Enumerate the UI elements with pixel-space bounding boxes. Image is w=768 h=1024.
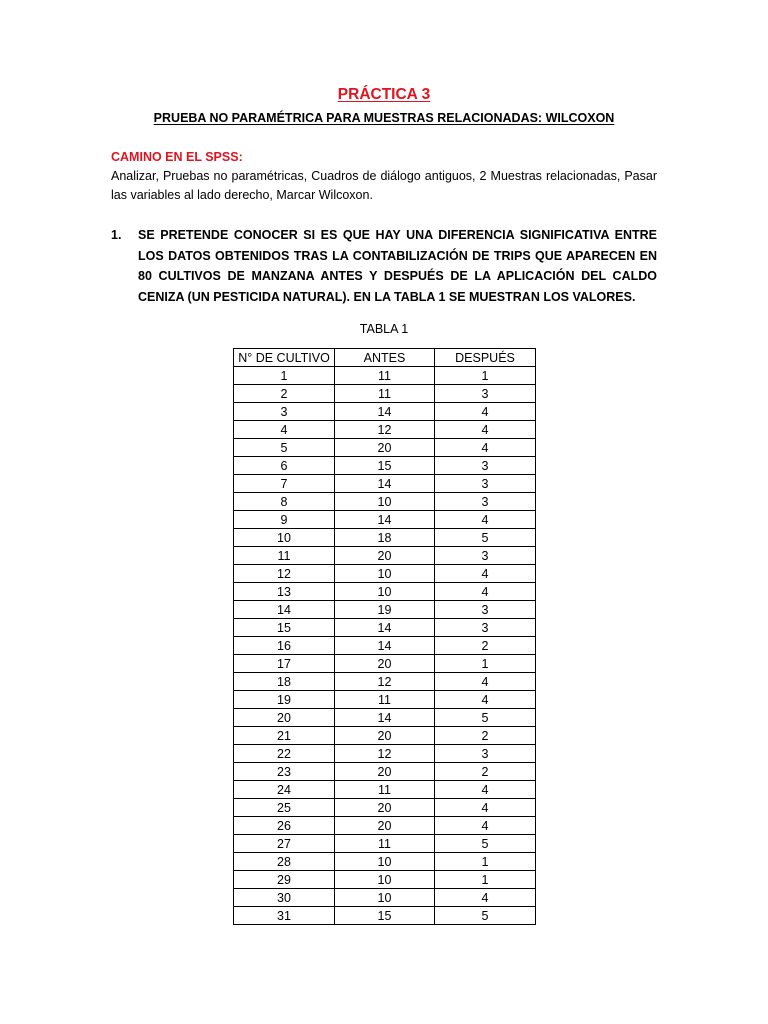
cell-before: 14 [335, 511, 435, 529]
cell-before: 15 [335, 907, 435, 925]
table-row [234, 781, 536, 799]
cell-after: 3 [435, 601, 536, 619]
cell-before: 11 [335, 385, 435, 403]
cell-before: 12 [335, 421, 435, 439]
table-row [234, 457, 536, 475]
cell-crop-number: 15 [234, 619, 335, 637]
cell-after: 1 [435, 853, 536, 871]
cell-crop-number: 8 [234, 493, 335, 511]
table-row [234, 889, 536, 907]
table-row [234, 709, 536, 727]
cell-before: 20 [335, 799, 435, 817]
cell-crop-number: 6 [234, 457, 335, 475]
table-body [234, 367, 536, 925]
cell-crop-number: 20 [234, 709, 335, 727]
table-row [234, 853, 536, 871]
cell-crop-number: 11 [234, 547, 335, 565]
table-row [234, 763, 536, 781]
page-title: PRÁCTICA 3 [337, 86, 431, 103]
cell-before: 10 [335, 889, 435, 907]
cell-crop-number: 21 [234, 727, 335, 745]
cell-before: 10 [335, 853, 435, 871]
question-text: SE PRETENDE CONOCER SI ES QUE HAY UNA DIFERENCIA SIGNIFICATIVA ENTRE LOS DATOS OBTENIDOS TRAS LA CONTABILIZACIÓN DE TRIPS QUE APARECEN EN 80 CULTIVOS DE MANZANA ANTES Y DESPUÉS DE LA APLICACIÓN DEL CALDO CENIZA (UN PESTICIDA NATURAL). EN LA TABLA 1 SE MUESTRAN LOS VALORES. [138, 228, 657, 304]
table-row [234, 835, 536, 853]
column-header-before: ANTES [335, 349, 435, 367]
table-row [234, 511, 536, 529]
cell-before: 10 [335, 565, 435, 583]
cell-after: 4 [435, 799, 536, 817]
table-row [234, 601, 536, 619]
cell-before: 20 [335, 817, 435, 835]
cell-after: 2 [435, 763, 536, 781]
cell-after: 4 [435, 421, 536, 439]
spss-path-heading: CAMINO EN EL SPSS: [111, 150, 243, 164]
cell-after: 3 [435, 619, 536, 637]
table-row [234, 421, 536, 439]
cell-after: 5 [435, 529, 536, 547]
cell-after: 4 [435, 565, 536, 583]
table-row [234, 691, 536, 709]
table-row [234, 385, 536, 403]
cell-before: 10 [335, 871, 435, 889]
table-row [234, 367, 536, 385]
cell-crop-number: 25 [234, 799, 335, 817]
cell-after: 2 [435, 727, 536, 745]
cell-crop-number: 7 [234, 475, 335, 493]
table-row [234, 619, 536, 637]
table-row [234, 799, 536, 817]
cell-crop-number: 5 [234, 439, 335, 457]
cell-before: 14 [335, 619, 435, 637]
table-row [234, 475, 536, 493]
table-row [234, 583, 536, 601]
cell-after: 4 [435, 403, 536, 421]
cell-after: 1 [435, 871, 536, 889]
cell-crop-number: 9 [234, 511, 335, 529]
cell-crop-number: 4 [234, 421, 335, 439]
cell-before: 10 [335, 493, 435, 511]
table-row [234, 655, 536, 673]
cell-crop-number: 27 [234, 835, 335, 853]
table-row [234, 673, 536, 691]
cell-before: 20 [335, 763, 435, 781]
cell-crop-number: 26 [234, 817, 335, 835]
cell-crop-number: 12 [234, 565, 335, 583]
cell-after: 3 [435, 385, 536, 403]
table-row [234, 817, 536, 835]
cell-after: 4 [435, 781, 536, 799]
cell-before: 20 [335, 727, 435, 745]
cell-after: 3 [435, 457, 536, 475]
cell-before: 11 [335, 835, 435, 853]
cell-before: 12 [335, 745, 435, 763]
cell-crop-number: 19 [234, 691, 335, 709]
cell-after: 2 [435, 637, 536, 655]
cell-crop-number: 28 [234, 853, 335, 871]
cell-crop-number: 14 [234, 601, 335, 619]
column-header-after: DESPUÉS [435, 349, 536, 367]
cell-after: 1 [435, 367, 536, 385]
cell-crop-number: 31 [234, 907, 335, 925]
table-row [234, 439, 536, 457]
cell-after: 3 [435, 547, 536, 565]
cell-before: 14 [335, 475, 435, 493]
column-header-crop-number: N° DE CULTIVO [234, 349, 335, 367]
spss-path-text: Analizar, Pruebas no paramétricas, Cuadros de diálogo antiguos, 2 Muestras relacionadas, Pasar las variables al lado derecho, Marcar Wilcoxon. [111, 169, 657, 202]
cell-before: 14 [335, 709, 435, 727]
cell-before: 10 [335, 583, 435, 601]
cell-after: 4 [435, 583, 536, 601]
table-row [234, 565, 536, 583]
cell-after: 5 [435, 835, 536, 853]
cell-crop-number: 29 [234, 871, 335, 889]
cell-crop-number: 13 [234, 583, 335, 601]
table-row [234, 493, 536, 511]
cell-crop-number: 10 [234, 529, 335, 547]
cell-before: 20 [335, 655, 435, 673]
table-row [234, 745, 536, 763]
table-caption: TABLA 1 [359, 322, 409, 336]
cell-after: 4 [435, 691, 536, 709]
cell-before: 19 [335, 601, 435, 619]
page-subtitle: PRUEBA NO PARAMÉTRICA PARA MUESTRAS RELACIONADAS: WILCOXON [153, 111, 615, 125]
cell-crop-number: 16 [234, 637, 335, 655]
cell-before: 20 [335, 439, 435, 457]
cell-after: 4 [435, 817, 536, 835]
table-row [234, 637, 536, 655]
cell-before: 18 [335, 529, 435, 547]
cell-before: 11 [335, 691, 435, 709]
cell-after: 3 [435, 493, 536, 511]
cell-crop-number: 2 [234, 385, 335, 403]
cell-crop-number: 22 [234, 745, 335, 763]
cell-before: 11 [335, 781, 435, 799]
cell-after: 5 [435, 709, 536, 727]
cell-crop-number: 3 [234, 403, 335, 421]
cell-after: 4 [435, 439, 536, 457]
cell-before: 14 [335, 403, 435, 421]
table-row [234, 727, 536, 745]
cell-before: 20 [335, 547, 435, 565]
question-number: 1. [111, 228, 122, 242]
table-row [234, 907, 536, 925]
table-row [234, 529, 536, 547]
cell-after: 4 [435, 511, 536, 529]
table-row [234, 547, 536, 565]
table-header-row [234, 349, 536, 367]
cell-before: 12 [335, 673, 435, 691]
cell-crop-number: 23 [234, 763, 335, 781]
table-row [234, 871, 536, 889]
cell-after: 4 [435, 673, 536, 691]
table-row [234, 403, 536, 421]
cell-crop-number: 30 [234, 889, 335, 907]
data-table [233, 348, 536, 925]
cell-crop-number: 1 [234, 367, 335, 385]
cell-crop-number: 17 [234, 655, 335, 673]
cell-crop-number: 24 [234, 781, 335, 799]
cell-after: 5 [435, 907, 536, 925]
cell-before: 11 [335, 367, 435, 385]
cell-before: 15 [335, 457, 435, 475]
cell-after: 3 [435, 475, 536, 493]
cell-after: 3 [435, 745, 536, 763]
cell-before: 14 [335, 637, 435, 655]
cell-after: 4 [435, 889, 536, 907]
cell-crop-number: 18 [234, 673, 335, 691]
cell-after: 1 [435, 655, 536, 673]
